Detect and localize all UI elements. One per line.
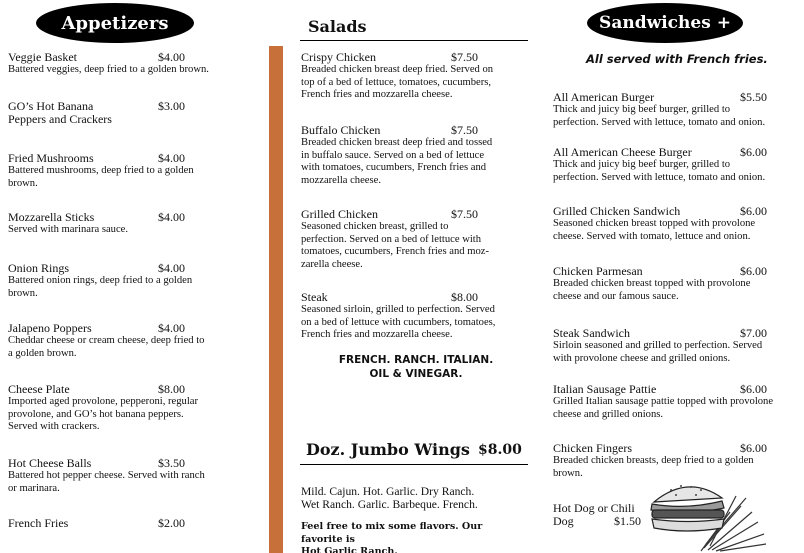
item-description: Served with marinara sauce. [8, 224, 129, 235]
menu-item [553, 205, 803, 243]
menu-item [8, 51, 248, 77]
item-price: $6.00 [740, 145, 767, 159]
wing-note: Feel free to mix some flavors. Our favorite is Hot Garlic Ranch. [301, 521, 483, 553]
item-price: $6.00 [740, 441, 767, 455]
item-price: $4.00 [158, 151, 185, 165]
menu-item [553, 442, 803, 480]
item-price: $4.00 [158, 50, 185, 64]
item-description: Breaded chicken breast deep fried. Served on top of a bed of lettuce, tomatoes, cucumbers, French fries and mozzarella cheese. [301, 64, 494, 101]
accent-bar [269, 46, 283, 553]
sandwiches-column [538, 0, 804, 553]
item-name: Buffalo Chicken [301, 123, 381, 137]
item-price: $7.50 [451, 207, 478, 221]
item-price: $7.00 [740, 326, 767, 340]
dressing-options: FRENCH. RANCH. ITALIAN. OIL & VINEGAR. [338, 354, 494, 380]
menu-item [553, 91, 803, 129]
item-description: Battered hot pepper cheese. Served with ranch or marinara. [8, 470, 205, 494]
item-price: $8.00 [158, 382, 185, 396]
item-price: $1.50 [614, 514, 641, 528]
item-description: Thick and juicy big beef burger, grilled to perfection. Served with lettuce, tomato and onion. [553, 159, 766, 183]
menu-item [301, 291, 523, 342]
item-description: Breaded chicken breast deep fried and tossed in buffalo sauce. Served on a bed of lettuce with tomatoes, cucumbers, French fries and mozzarella cheese. [301, 137, 493, 186]
divider [300, 40, 528, 41]
item-name: All American Cheese Burger [553, 145, 692, 159]
item-name: Onion Rings [8, 261, 70, 275]
menu-item [8, 100, 248, 126]
item-name: French Fries [8, 516, 69, 530]
wings-heading: Doz. Jumbo Wings [306, 440, 470, 459]
item-name: Italian Sausage Pattie [553, 382, 657, 396]
item-description: Sirloin seasoned and grilled to perfection. Served with provolone cheese and grilled onions. [553, 340, 763, 364]
item-name: GO’s Hot Banana Peppers and Crackers [8, 99, 112, 126]
menu-item [553, 327, 803, 365]
item-price: $7.50 [451, 123, 478, 137]
salads-column [262, 0, 538, 553]
item-description: Grilled Italian sausage pattie topped with provolone cheese and grilled onions. [553, 396, 774, 420]
menu-item [8, 152, 248, 190]
item-price: $6.00 [740, 204, 767, 218]
item-description: Cheddar cheese or cream cheese, deep fried to a golden brown. [8, 335, 205, 359]
item-description: Seasoned chicken breast, grilled to perfection. Served on a bed of lettuce with tomatoes, cucumbers, French fries and moz- zarella cheese. [301, 221, 489, 270]
item-price: $7.50 [451, 50, 478, 64]
item-price: $3.00 [158, 99, 185, 113]
item-name: Steak [301, 290, 328, 304]
item-name: Jalapeno Poppers [8, 321, 92, 335]
item-name: Grilled Chicken [301, 207, 378, 221]
item-name: Crispy Chicken [301, 50, 376, 64]
appetizers-column [0, 0, 262, 553]
item-description: Battered mushrooms, deep fried to a golden brown. [8, 165, 194, 189]
item-name: Grilled Chicken Sandwich [553, 204, 681, 218]
item-price: $2.00 [158, 516, 185, 530]
menu-item [8, 517, 248, 530]
item-name: Hot Cheese Balls [8, 456, 92, 470]
menu-item [301, 124, 523, 187]
item-description: Seasoned chicken breast topped with provolone cheese. Served with tomato, lettuce and onion. [553, 218, 756, 242]
served-with-note: All served with French fries. [586, 52, 768, 66]
menu-item [553, 383, 803, 421]
sandwiches-heading: Sandwiches + [587, 3, 743, 43]
menu-item [8, 457, 248, 495]
item-name: Cheese Plate [8, 382, 70, 396]
menu-item [8, 211, 248, 237]
item-price: $4.00 [158, 261, 185, 275]
item-description: Thick and juicy big beef burger, grilled to perfection. Served with lettuce, tomato and onion. [553, 104, 766, 128]
menu-item [553, 502, 803, 528]
item-name: All American Burger [553, 90, 655, 104]
item-price: $3.50 [158, 456, 185, 470]
appetizers-heading: Appetizers [36, 3, 194, 43]
item-name: Mozzarella Sticks [8, 210, 95, 224]
wing-flavors: Mild. Cajun. Hot. Garlic. Dry Ranch. Wet Ranch. Garlic. Barbeque. French. [301, 485, 478, 511]
item-description: Seasoned sirloin, grilled to perfection. Served on a bed of lettuce with cucumbers, tomatoes, French fries and mozzarella cheese. [301, 304, 496, 341]
item-name: Chicken Fingers [553, 441, 632, 455]
menu-item [553, 146, 803, 184]
menu-item [8, 262, 248, 300]
menu-item [8, 322, 248, 360]
divider [300, 464, 528, 465]
item-description: Battered onion rings, deep fried to a golden brown. [8, 275, 193, 299]
item-name: Steak Sandwich [553, 326, 630, 340]
item-name: Hot Dog or Chili Dog [553, 501, 635, 528]
item-description: Breaded chicken breast topped with provolone cheese and our famous sauce. [553, 278, 751, 302]
item-name: Veggie Basket [8, 50, 77, 64]
menu-item [301, 208, 523, 271]
item-price: $8.00 [451, 290, 478, 304]
menu-item [553, 265, 803, 303]
item-price: $4.00 [158, 210, 185, 224]
salads-heading: Salads [308, 17, 367, 36]
item-price: $6.00 [740, 382, 767, 396]
item-price: $5.50 [740, 90, 767, 104]
item-description: Battered veggies, deep fried to a golden brown. [8, 64, 209, 75]
item-price: $4.00 [158, 321, 185, 335]
wings-price: $8.00 [478, 442, 522, 458]
item-name: Fried Mushrooms [8, 151, 94, 165]
item-price: $6.00 [740, 264, 767, 278]
menu-item [301, 51, 523, 102]
menu-item [8, 383, 248, 434]
item-name: Chicken Parmesan [553, 264, 643, 278]
item-description: Imported aged provolone, pepperoni, regular provolone, and GO’s hot banana peppers. Served with crackers. [8, 396, 199, 433]
item-description: Breaded chicken breasts, deep fried to a golden brown. [553, 455, 754, 479]
